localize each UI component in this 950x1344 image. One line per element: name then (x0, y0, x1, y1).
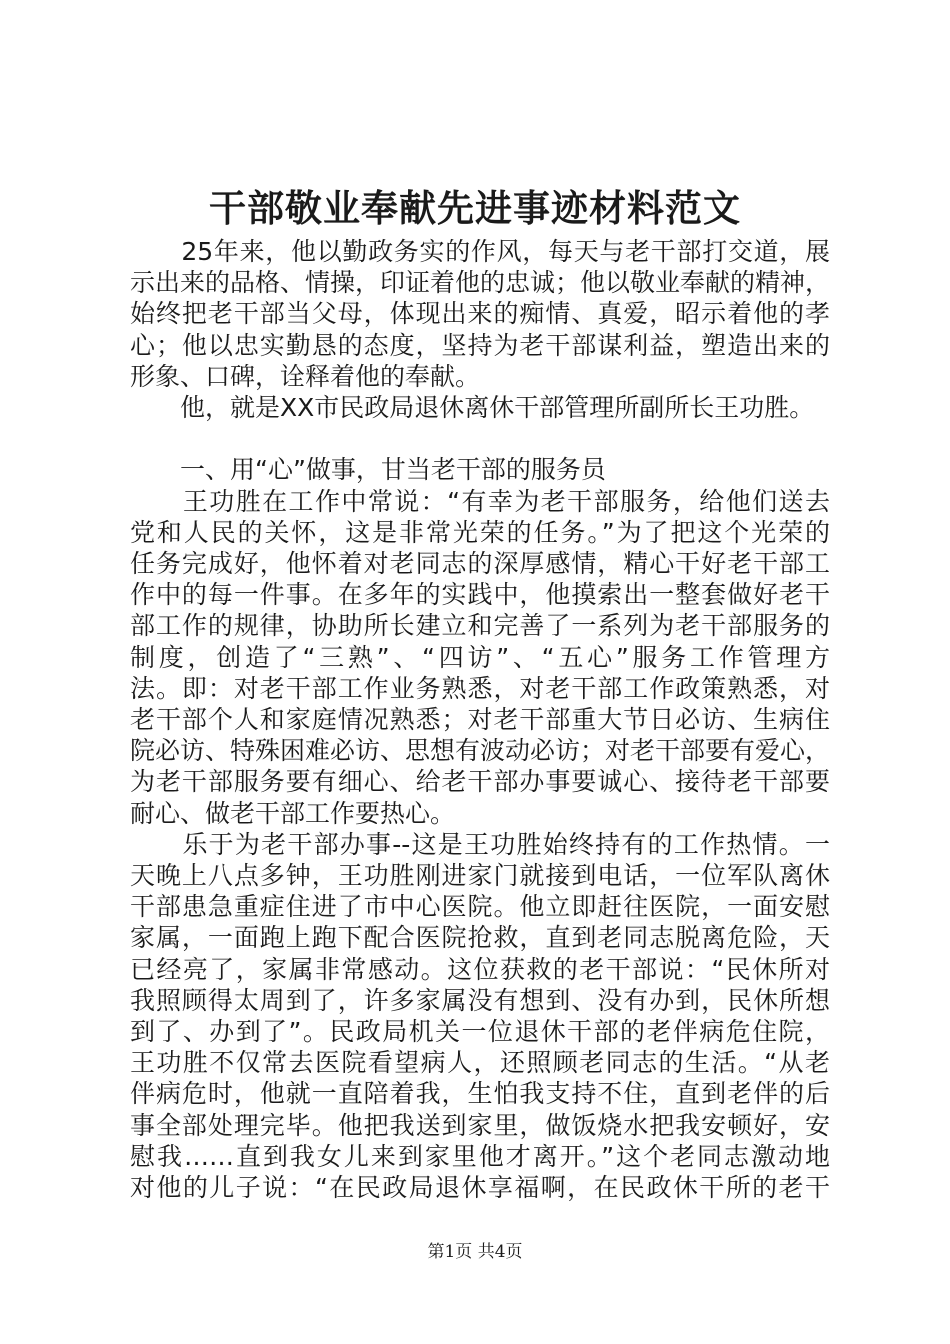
text-line: 形象、口碑，诠释着他的奉献。 (130, 362, 481, 391)
text-line: 王功胜不仅常去医院看望病人，还照顾老同志的生活。“从老 (130, 1048, 830, 1077)
text-line: 作中的每一件事。在多年的实践中，他摸索出一整套做好老干 (130, 580, 830, 609)
text-line: 慰我……直到我女儿来到家里他才离开。”这个老同志激动地 (130, 1142, 830, 1171)
text-line: 任务完成好，他怀着对老同志的深厚感情，精心干好老干部工 (130, 549, 830, 578)
text-line (130, 424, 830, 454)
text-line: 部工作的规律，协助所长建立和完善了一系列为老干部服务的 (130, 611, 830, 640)
text-line: 对他的儿子说：“在民政局退休享福啊，在民政休干所的老干 (130, 1173, 830, 1202)
text-line: 老干部个人和家庭情况熟悉；对老干部重大节日必访、生病住 (130, 705, 830, 734)
text-line: 干部患急重症住进了市中心医院。他立即赶往医院，一面安慰 (130, 892, 830, 921)
text-line: 始终把老干部当父母，体现出来的痴情、真爱，昭示着他的孝 (130, 299, 830, 328)
text-line: 一、用“心”做事，甘当老干部的服务员 (130, 455, 606, 484)
text-line: 王功胜在工作中常说：“有幸为老干部服务，给他们送去 (130, 487, 830, 516)
text-line: 党和人民的关怀，这是非常光荣的任务。”为了把这个光荣的 (130, 518, 830, 547)
text-line: 心；他以忠实勤恳的态度，坚持为老干部谋利益，塑造出来的 (130, 331, 830, 360)
text-line: 到了、办到了”。民政局机关一位退休干部的老伴病危住院， (130, 1017, 830, 1046)
text-line: 家属，一面跑上跑下配合医院抢救，直到老同志脱离危险，天 (130, 923, 830, 952)
text-line: 耐心、做老干部工作要热心。 (130, 799, 456, 828)
text-line: 天晚上八点多钟，王功胜刚进家门就接到电话，一位军队离休 (130, 861, 830, 890)
page-footer: 第1页 共4页 (427, 1242, 523, 1262)
text-line: 25年来，他以勤政务实的作风，每天与老干部打交道，展 (130, 237, 830, 266)
text-line: 法。即：对老干部工作业务熟悉，对老干部工作政策熟悉，对 (130, 674, 830, 703)
text-line: 他，就是XX市民政局退休离休干部管理所副所长王功胜。 (130, 393, 815, 422)
text-line: 事全部处理完毕。他把我送到家里，做饭烧水把我安顿好，安 (130, 1111, 830, 1140)
text-line: 伴病危时，他就一直陪着我，生怕我支持不住，直到老伴的后 (130, 1079, 830, 1108)
text-line: 为老干部服务要有细心、给老干部办事要诚心、接待老干部要 (130, 767, 830, 796)
text-line: 制度，创造了“三熟”、“四访”、“五心”服务工作管理方 (130, 643, 830, 672)
text-line: 已经亮了，家属非常感动。这位获救的老干部说：“民休所对 (130, 955, 830, 984)
text-line: 我照顾得太周到了，许多家属没有想到、没有办到，民休所想 (130, 986, 830, 1015)
text-line: 示出来的品格、情操，印证着他的忠诚；他以敬业奉献的精神， (130, 268, 831, 297)
text-line: 乐于为老干部办事--这是王功胜始终持有的工作热情。一 (130, 830, 830, 859)
document-title: 干部敬业奉献先进事迹材料范文 (209, 186, 741, 230)
text-line: 院必访、特殊困难必访、思想有波动必访；对老干部要有爱心， (130, 736, 831, 765)
